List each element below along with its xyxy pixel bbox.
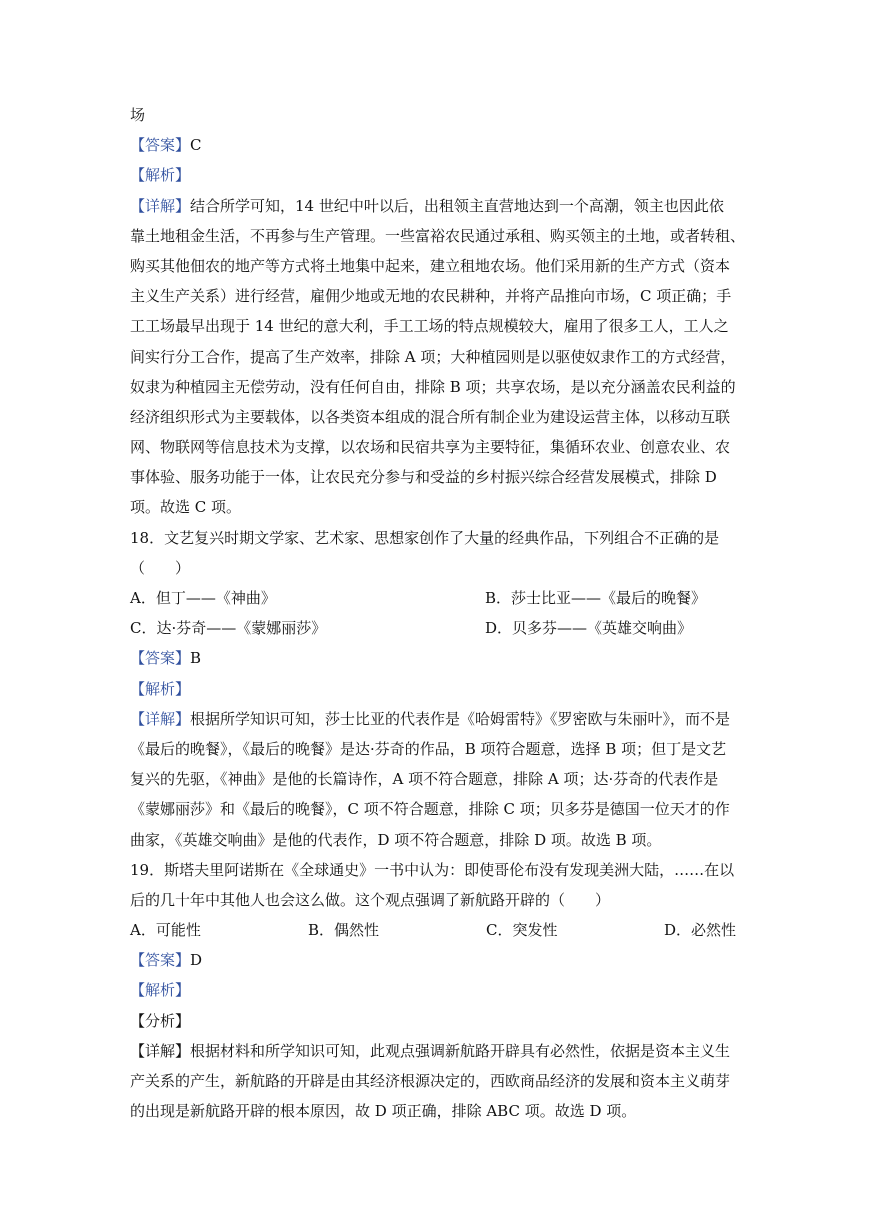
detail-line: 【详解】结合所学可知，14 世纪中叶以后，出租领主直营地达到一个高潮，领主也因此依	[130, 196, 724, 215]
answer-value: B	[190, 649, 202, 668]
option-b: B．莎士比亚——《最后的晚餐》	[485, 589, 707, 607]
text-line: 场	[130, 106, 146, 124]
option-row	[130, 613, 740, 643]
option-b: B．偶然性	[308, 921, 380, 940]
analysis-tag: 【解析】	[130, 166, 191, 185]
analysis-tag: 【解析】	[130, 981, 191, 1000]
detail-line: 【详解】根据所学知识可知，莎士比亚的代表作是《哈姆雷特》《罗密欧与朱丽叶》，而不是	[130, 709, 731, 728]
question-line: 18．文艺复兴时期文学家、艺术家、思想家创作了大量的经典作品，下列组合不正确的是	[130, 528, 720, 547]
detail-line: 曲家，《英雄交响曲》是他的代表作，D 项不符合题意，排除 D 项。故选 B 项。	[130, 830, 662, 849]
document-page	[130, 100, 746, 1126]
detail-line: 经济组织形式为主要载体，以各类资本组成的混合所有制企业为建设运营主体，以移动互联	[130, 407, 731, 426]
detail-line: 网、物联网等信息技术为支撑，以农场和民宿共享为主要特征，集循环农业、创意农业、农	[130, 438, 731, 457]
answer-line	[130, 945, 740, 975]
answer-tag: 【答案】	[130, 951, 191, 970]
question-line: （ ）	[130, 558, 191, 577]
answer-line	[130, 643, 740, 673]
detail-line: 《蒙娜丽莎》和《最后的晚餐》，C 项不符合题意，排除 C 项；贝多芬是德国一位天才的作	[130, 800, 730, 819]
option-d: D．贝多芬——《英雄交响曲》	[485, 619, 693, 638]
question-line: 19．斯塔夫里阿诺斯在《全球通史》一书中认为：即使哥伦布没有发现美洲大陆，……在以	[130, 860, 735, 879]
detail-line: 《最后的晚餐》，《最后的晚餐》是达·芬奇的作品，B 项符合题意，选择 B 项；但丁是文艺	[130, 739, 727, 758]
detail-line: 复兴的先驱，《神曲》是他的长篇诗作，A 项不符合题意，排除 A 项；达·芬奇的代表作是	[130, 770, 719, 789]
answer-tag: 【答案】	[130, 649, 191, 668]
detail-line: 的出现是新航路开辟的根本原因，故 D 项正确，排除 ABC 项。故选 D 项。	[130, 1102, 637, 1121]
question-line: 后的几十年中其他人也会这么做。这个观点强调了新航路开辟的（ ）	[130, 890, 611, 909]
option-a: A．但丁——《神曲》	[130, 589, 276, 607]
detail-line: 间实行分工合作，提高了生产效率，排除 A 项；大种植园则是以驱使奴隶作工的方式经营，	[130, 347, 736, 366]
answer-value: D	[190, 951, 203, 970]
analysis-tag: 【解析】	[130, 679, 191, 698]
answer-tag: 【答案】	[130, 136, 191, 155]
detail-tag: 【详解】	[130, 196, 191, 215]
option-c: C．突发性	[486, 921, 558, 940]
detail-tag: 【详解】	[130, 709, 191, 728]
option-row	[130, 915, 740, 945]
answer-line	[130, 130, 740, 160]
detail-line: 工工场最早出现于 14 世纪的意大利，手工工场的特点规模较大，雇用了很多工人，工人之	[130, 317, 729, 336]
detail-line: 项。故选 C 项。	[130, 498, 242, 517]
detail-line: 购买其他佃农的地产等方式将土地集中起来，建立租地农场。他们采用新的生产方式（资本	[130, 256, 731, 275]
answer-value: C	[190, 136, 202, 155]
detail-line: 产关系的产生，新航路的开辟是由其经济根源决定的，西欧商品经济的发展和资本主义萌芽	[130, 1072, 731, 1090]
analysis2-tag: 【分析】	[130, 1011, 191, 1030]
option-d: D．必然性	[664, 921, 737, 940]
option-c: C．达·芬奇——《蒙娜丽莎》	[130, 619, 327, 638]
detail-line: 主义生产关系）进行经营，雇佣少地或无地的农民耕种，并将产品推向市场，C 项正确；手	[130, 287, 732, 306]
detail-line: 靠土地租金生活，不再参与生产管理。一些富裕农民通过承租、购买领主的土地，或者转租、	[130, 226, 746, 245]
option-a: A．可能性	[130, 921, 201, 940]
option-row	[130, 583, 740, 613]
detail-line: 【详解】根据材料和所学知识可知，此观点强调新航路开辟具有必然性，依据是资本主义生	[130, 1041, 731, 1060]
detail-tag: 【详解】	[130, 1041, 191, 1060]
detail-line: 奴隶为种植园主无偿劳动，没有任何自由，排除 B 项；共享农场，是以充分涵盖农民利益的	[130, 377, 736, 396]
detail-line: 事体验、服务功能于一体，让农民充分参与和受益的乡村振兴综合经营发展模式，排除 D	[130, 468, 717, 487]
